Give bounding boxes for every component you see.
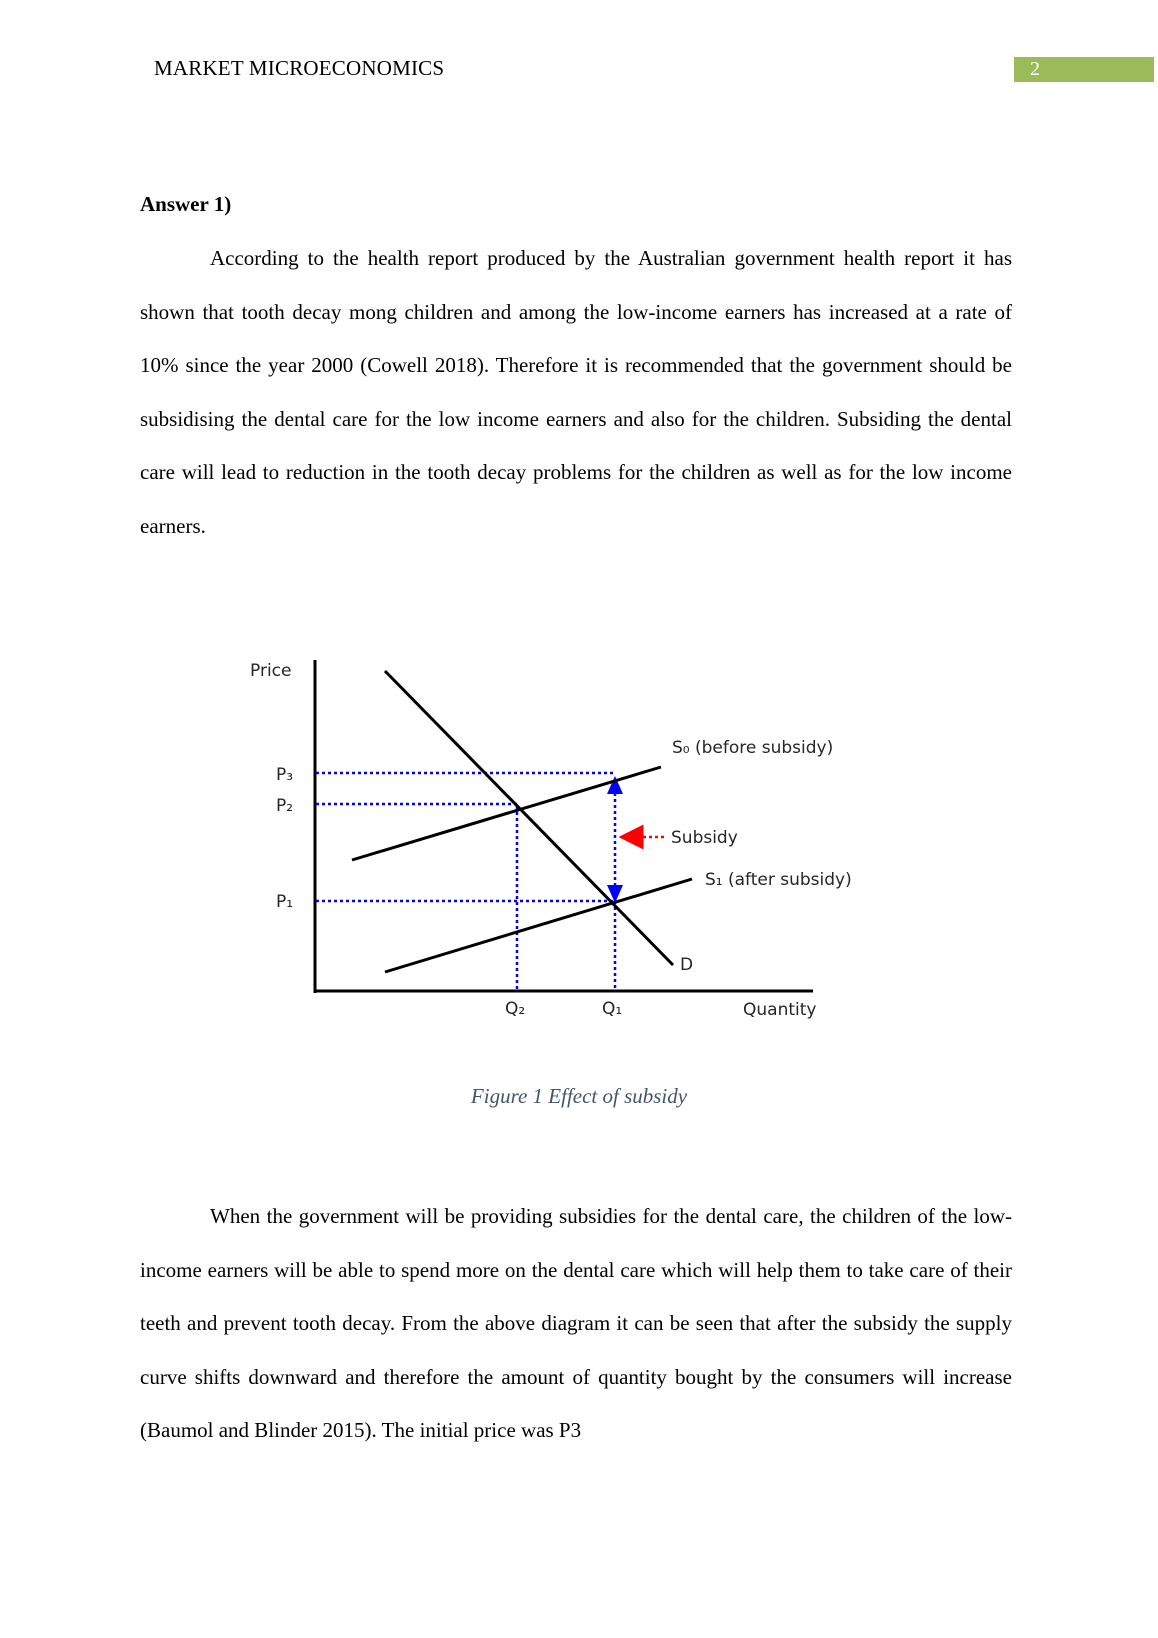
demand-curve [385, 671, 673, 965]
answer-paragraph-1: According to the health report produced by the Australian government health report it has shown that tooth decay mong children and among the low-income earners has increased at a rate of 10% since the year 2000 (Cowell 2018). Therefore it is recommended that the government should be subsidising the dental care for the low income earners and also for the children. Subsiding the dental care will lead to reduction in the tooth decay problems for the children as well as for the low income earners. [140, 246, 1012, 538]
p2-label: P₂ [276, 796, 294, 816]
subsidy-diagram [240, 648, 880, 1048]
price-axis-label: Price [250, 661, 292, 681]
answer-paragraph-2: When the government will be providing subsidies for the dental care, the children of the low-income earners will be able to spend more on the dental care which will help them to take care of their teeth and prevent tooth decay. From the above diagram it can be seen that after the subsidy the supply curve shifts downward and therefore the amount of quantity bought by the consumers will increase (Baumol and Blinder 2015). The initial price was P3 [140, 1204, 1012, 1443]
supply-after-label: S₁ (after subsidy) [705, 870, 852, 890]
figure-caption: Figure 1 Effect of subsidy [470, 1084, 688, 1108]
page-number: 2 [1014, 57, 1154, 82]
supply-after-curve [385, 879, 692, 972]
quantity-axis-label: Quantity [743, 1000, 817, 1020]
running-header-title: MARKET MICROECONOMICS [154, 56, 445, 80]
subsidy-label: Subsidy [671, 828, 738, 848]
p3-label: P₃ [276, 765, 294, 785]
supply-before-label: S₀ (before subsidy) [672, 738, 834, 758]
answer-heading: Answer 1) [140, 192, 232, 216]
p1-label: P₁ [276, 892, 294, 912]
q2-label: Q₂ [505, 999, 526, 1019]
demand-label: D [680, 955, 694, 975]
q1-label: Q₁ [602, 999, 623, 1019]
